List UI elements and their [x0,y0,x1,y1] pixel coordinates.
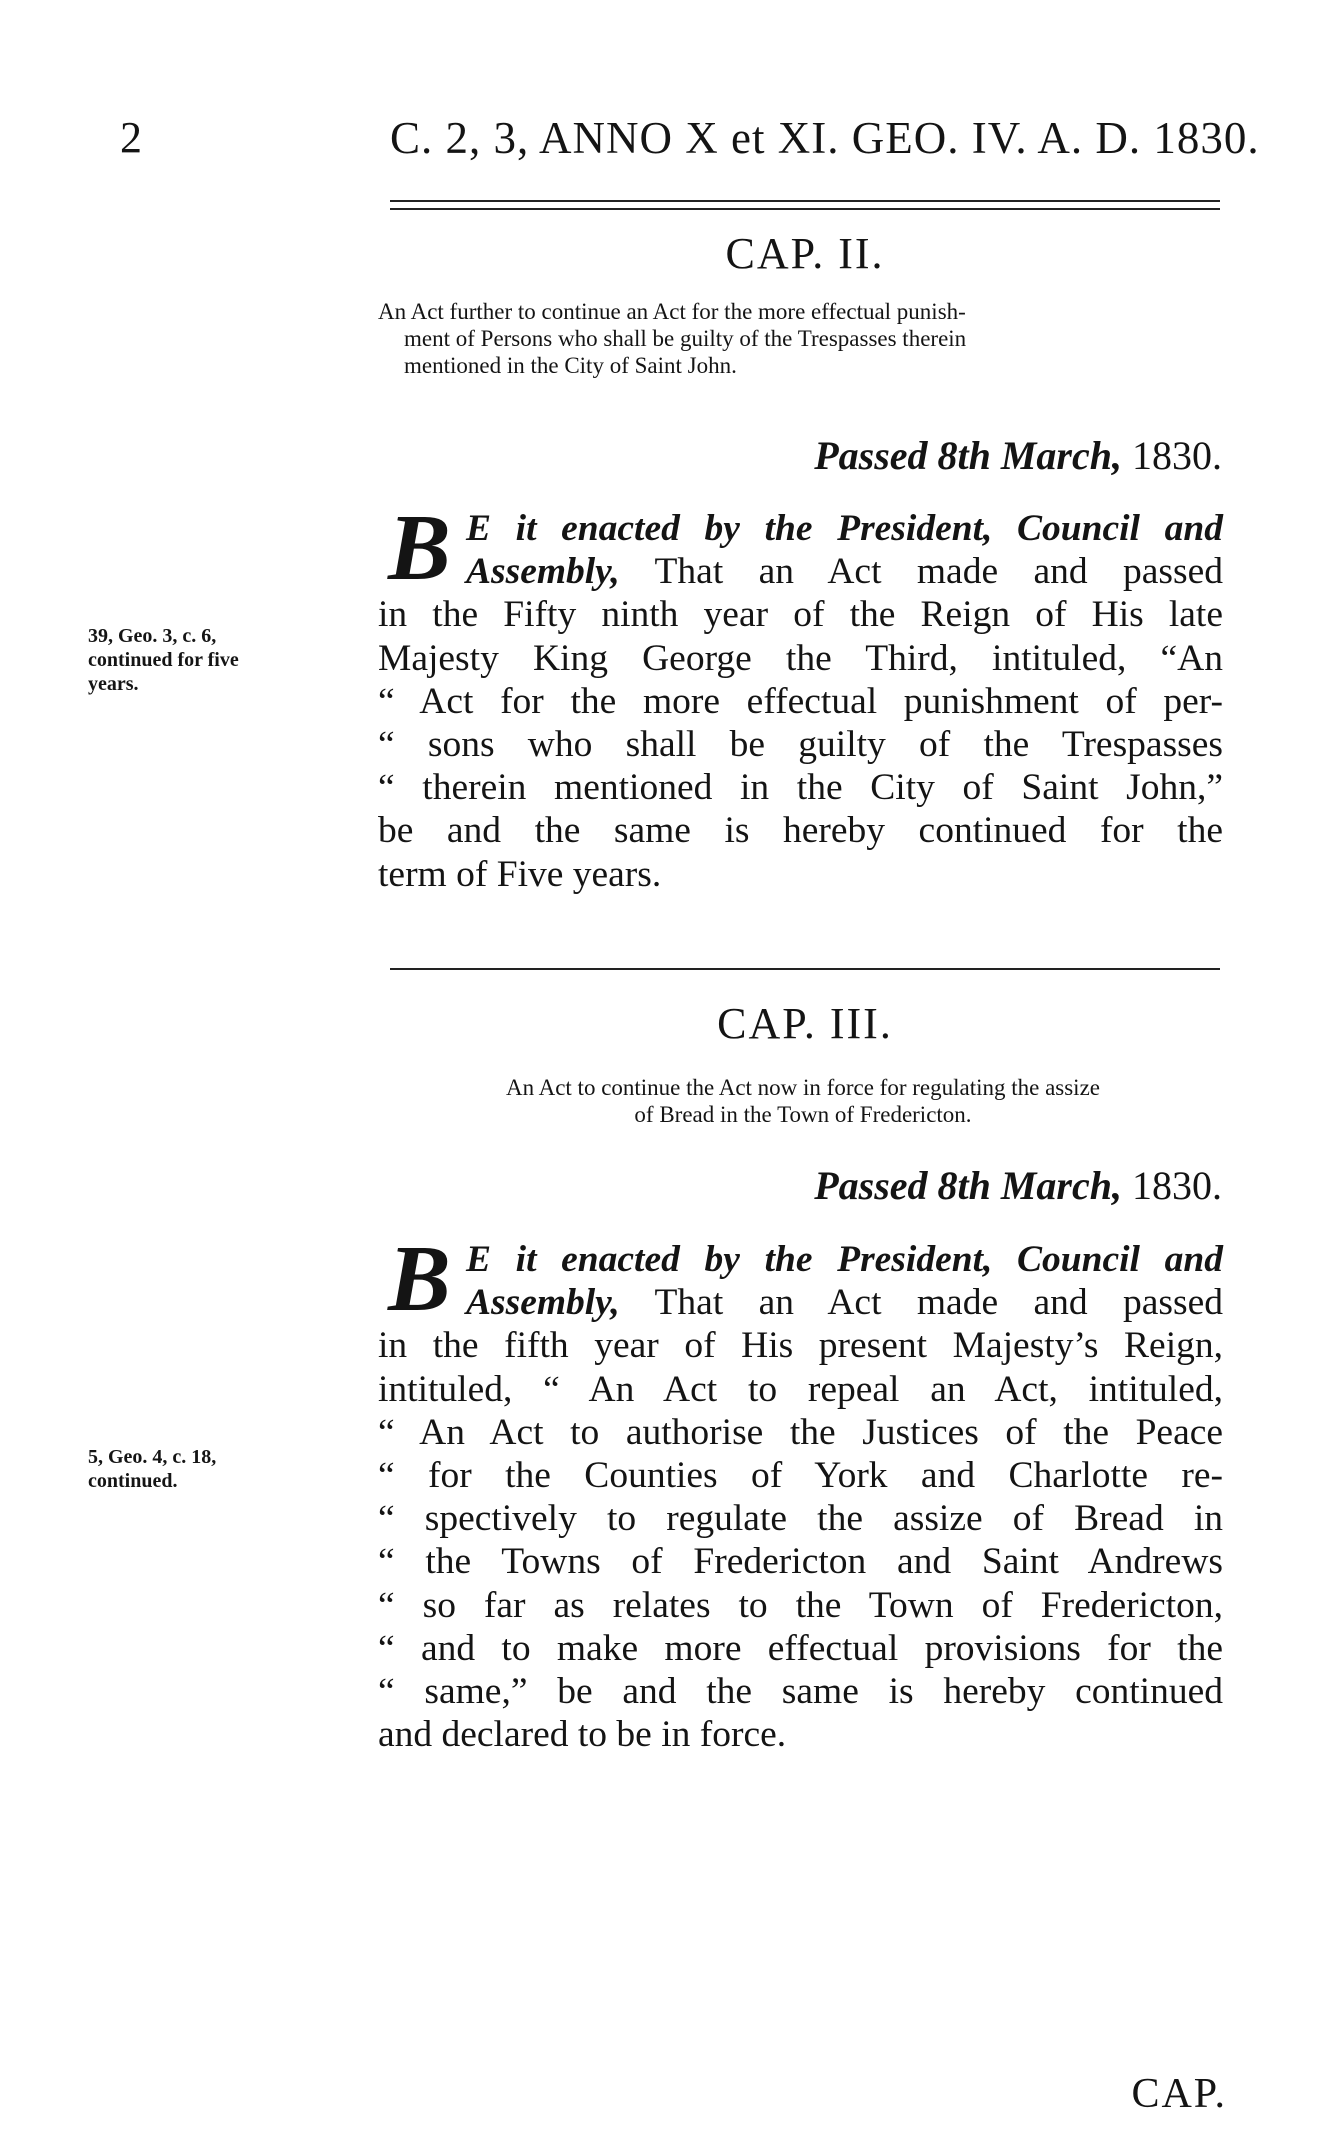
header-double-rule [390,200,1220,210]
cap-2-margin-note [88,624,348,696]
cap-2-body [378,496,1223,896]
cap-3-heading: CAP. III. [717,999,893,1048]
body-line: “ sons who shall be guilty of the Trespasses [378,723,1223,765]
passed-year: 1830. [1132,1163,1222,1208]
cap-2-passed-date [814,432,1222,479]
passed-label: Passed 8th March, [814,1163,1122,1208]
assembly-word: Assembly, [466,551,620,593]
cap-3-title [378,1074,1228,1128]
cap-2-title-line: An Act further to continue an Act for the more effectual punish- [378,299,966,324]
body-line [378,1281,1223,1324]
body-line: term of Five years. [378,853,662,895]
page-number: 2 [120,113,142,162]
body-line: be and the same is hereby continued for the [378,810,1223,852]
body-line-rest: That an Act made and passed [619,551,1223,593]
assembly-word: Assembly, [466,1282,620,1324]
drop-cap: B [388,1227,451,1331]
body-line: “ spectively to regulate the assize of Bread in [378,1498,1223,1540]
body-line: E it enacted by the President, Council and [466,1239,1223,1280]
body-line: “ same,” be and the same is hereby continued [378,1670,1223,1712]
body-line: “ Act for the more effectual punishment of per- [378,680,1223,722]
passed-label: Passed 8th March, [814,433,1122,478]
section-rule [390,968,1220,970]
cap-2-heading: CAP. II. [725,229,885,278]
body-line: Majesty King George the Third, intituled, “An [378,637,1223,679]
drop-cap: B [388,496,451,600]
cap-3-margin-note [88,1445,348,1493]
body-line: “ the Towns of Fredericton and Saint Andrews [378,1541,1223,1583]
body-line [378,550,1223,593]
body-line: “ for the Counties of York and Charlotte re- [378,1454,1223,1496]
margin-note-line: 39, Geo. 3, c. 6, [88,625,217,647]
running-title: C. 2, 3, ANNO X et XI. GEO. IV. A. D. 1830. [390,113,1260,163]
body-line: in the fifth year of His present Majesty’s Reign, [378,1325,1223,1367]
body-line: “ An Act to authorise the Justices of the Peace [378,1411,1223,1453]
cap-2-title-line: ment of Persons who shall be guilty of the Trespasses therein [404,326,967,351]
cap-3-body [378,1227,1223,1756]
body-line: E it enacted by the President, Council and [466,508,1223,549]
cap-3-title-line: of Bread in the Town of Fredericton. [634,1102,972,1127]
cap-2-title-line: mentioned in the City of Saint John. [404,353,737,378]
cap-2-title [378,298,1228,379]
catchword: CAP. [1131,2071,1227,2117]
body-line: “ so far as relates to the Town of Fredericton, [378,1584,1223,1626]
margin-note-line: 5, Geo. 4, c. 18, [88,1446,217,1468]
body-line: and declared to be in force. [378,1714,787,1756]
cap-3-passed-date [814,1162,1222,1209]
body-line-rest: That an Act made and passed [619,1282,1223,1324]
running-head [120,112,1260,172]
cap-3-title-line: An Act to continue the Act now in force for regulating the assize [506,1075,1100,1100]
body-line: intituled, “ An Act to repeal an Act, intituled, [378,1368,1223,1410]
margin-note-line: continued. [88,1470,178,1492]
body-line: “ and to make more effectual provisions for the [378,1627,1223,1669]
body-line: in the Fifty ninth year of the Reign of His late [378,594,1223,636]
margin-note-line: years. [88,673,139,695]
passed-year: 1830. [1132,433,1222,478]
margin-note-line: continued for five [88,649,239,671]
body-line: “ therein mentioned in the City of Saint John,” [378,767,1223,809]
